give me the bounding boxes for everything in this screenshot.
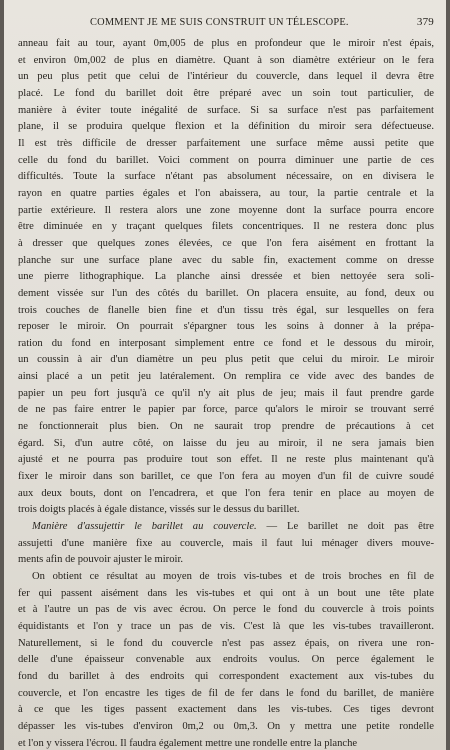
text-line: couvercle, et l'on encastre les tiges de fil de fer dans le fond du barillet, de manière <box>18 687 434 699</box>
text-line: partie extérieure. Il restera alors une zone moyenne dont la surface pourra encore <box>18 204 434 216</box>
text-line: un peu plus petit que celui de l'intérieur du couvercle, dans lequel il devra être <box>18 71 434 83</box>
text-line: celle du fond du barillet. Voici comment on pourra diminuer une partie de ces <box>18 154 434 166</box>
text-line: ajusté et ne pourra pas produire tout son effet. Il ne reste plus maintenant qu'à <box>18 454 434 466</box>
text-line: anneau fait au tour, ayant 0m,005 de plus en profondeur que le miroir n'est épais, <box>18 38 434 49</box>
text-line: trois doigts placés à égale distance, vissés sur le dessus du barillet. <box>18 504 300 516</box>
text-line: fond du barillet à des endroits qui correspondent exactement aux vis-tubes du <box>18 670 434 682</box>
text-line: être diminuée en y traçant quelques filets concentriques. Il ne restera donc plus <box>18 221 434 233</box>
text-line: et à l'autre un pas de vis avec écrou. On perce le fond du couvercle à trois points <box>18 604 434 616</box>
page-number: 379 <box>416 16 434 28</box>
text-line <box>18 519 434 536</box>
text-line: ainsi placé a un petit jeu latéralement. On remplira ce vide avec des bandes de <box>18 371 434 383</box>
text-line: delle d'une épaisseur convenable aux endroits voulus. On perce également le <box>18 654 434 666</box>
text-line: égard. Si, d'un autre côté, on laisse du jeu au miroir, il ne sera jamais bien <box>18 437 434 449</box>
book-page <box>4 0 446 750</box>
paragraph <box>18 36 434 519</box>
text-line: On obtient ce résultat au moyen de trois vis-tubes et de trois broches en fil de <box>32 571 434 582</box>
text-line: fer qui passent aisément dans les vis-tubes et qui ont à un bout une tête plate <box>18 587 434 599</box>
text-line: Il est très difficile de dresser parfaitement une surface même aussi petite que <box>18 137 434 149</box>
text-line: un coussin à air d'un diamètre un peu plus petit que celui du miroir. Le miroir <box>18 354 434 366</box>
text-line: papier un peu fort jusqu'à ce qu'il n'y ait plus de jeu; mais il faut prendre garde <box>18 387 434 399</box>
body-text <box>18 36 434 750</box>
text-line: et l'on y vissera l'écrou. Il faudra également mettre une rondelle entre la planche <box>18 737 358 749</box>
text-line: Naturellement, si le fond du couvercle n'est pas assez épais, on rivera une ron- <box>18 637 434 649</box>
running-title: COMMENT JE ME SUIS CONSTRUIT UN TÉLESCOPE. <box>90 17 349 28</box>
text-line: à dresser que quelques zones élevées, ce que l'on fera aisément en frottant la <box>18 237 434 249</box>
text-line: assujetti d'une manière fixe au couvercle, mais il faut lui ménager divers mouve- <box>18 537 434 549</box>
line-text: — Le barillet ne doit pas être <box>256 521 434 533</box>
text-line: de ne pas faire entrer le papier par force, parce qu'alors le miroir se trouvant serré <box>18 404 434 416</box>
text-line: plane, il se produira quelque flexion et la définition du miroir sera défectueuse. <box>18 121 434 133</box>
text-line: une pierre lithographique. La planche ainsi dressée et bien nettoyée sera soli- <box>18 271 434 283</box>
text-line: manière à éviter toute inégalité de surface. Si sa surface n'est pas parfaitement <box>18 104 434 116</box>
text-line: et environ 0m,002 de plus en diamètre. Quant à son diamètre extérieur on le fera <box>18 54 434 66</box>
text-line: équidistants et l'on y trace un pas de vis. C'est là que les vis-tubes travailleront. <box>18 620 434 632</box>
text-line: placé. Le fond du barillet doit être préparé avec un soin tout particulier, de <box>18 87 434 99</box>
text-line: ne fonctionnerait plus bien. On ne saurait trop prendre de précautions à cet <box>18 421 434 433</box>
paragraph <box>18 519 434 569</box>
section-lead: Manière d'assujettir le barillet au couvercle. <box>32 521 257 533</box>
text-line: fixer le miroir dans son barillet, ce que l'on fera au moyen d'un fil de cuivre soudé <box>18 471 434 483</box>
text-line: planche sur une surface plane avec du sable fin, exactement comme on dresse <box>18 254 434 266</box>
text-line: trois couches de flanelle bien fine et d'un tissu très égal, sur lesquelles on fera <box>18 304 434 316</box>
text-line: aux deux bouts, dont on l'encadrera, et que l'on fera tenir en place au moyen de <box>18 487 434 499</box>
text-line: rayon en quatre parties égales et l'on abaissera, au tour, la partie centrale et la <box>18 187 434 199</box>
text-line: dépasser les vis-tubes d'environ 0m,2 ou 0m,3. On y mettra une petite rondelle <box>18 720 434 732</box>
text-line: dement vissée sur l'un des côtés du barillet. On placera ensuite, au fond, deux ou <box>18 287 434 299</box>
running-header <box>90 16 434 36</box>
text-line: ments afin de pouvoir ajuster le miroir. <box>18 554 184 566</box>
text-line: ration du fond en interposant simplement entre ce fond et le dessous du miroir, <box>18 337 434 349</box>
paragraph <box>18 569 434 750</box>
text-line: reposer le miroir. On pourrait s'épargner tous les soins à donner à la prépa- <box>18 321 434 333</box>
text-line: à ce que les tiges passent exactement dans les vis-tubes. Ces tiges devront <box>18 704 434 716</box>
text-line: difficultés. Toute la surface n'étant pas absolument nécessaire, on en divisera le <box>18 171 434 183</box>
